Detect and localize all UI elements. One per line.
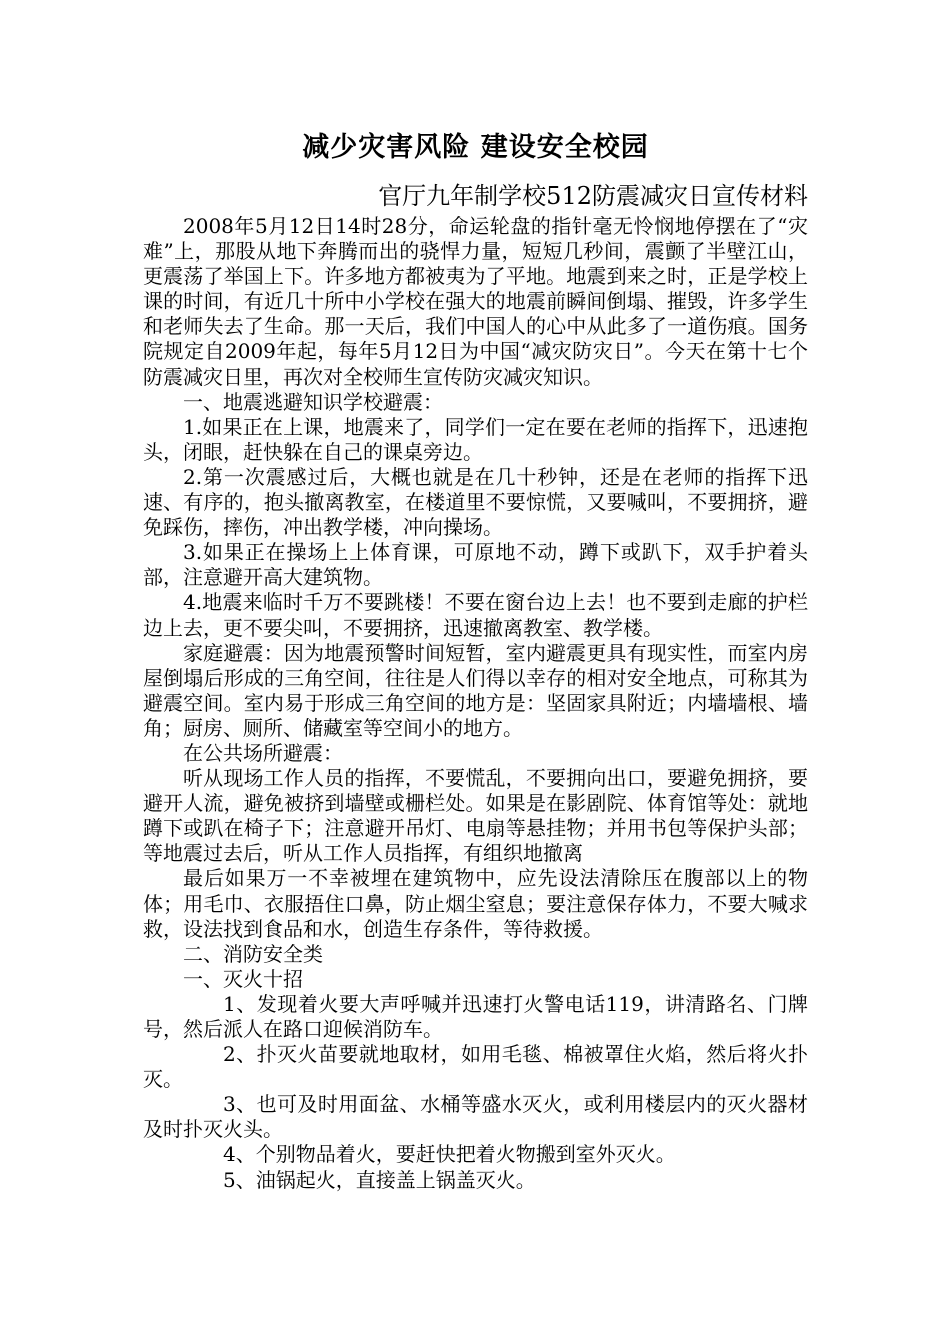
list-item: 5、油锅起火，直接盖上锅盖灭火。 xyxy=(223,1167,536,1192)
list-item: 3、也可及时用面盆、水桶等盛水灭火，或利用楼层内的灭火器材及时扑灭火头。 xyxy=(143,1092,808,1142)
paragraph: 最后如果万一不幸被埋在建筑物中，应先设法清除压在腹部以上的物体；用毛巾、衣服捂住口鼻，防止烟尘窒息；要注意保存体力，不要大喊求救，设法找到食品和水，创造生存条件，等待救援。 xyxy=(143,866,808,941)
paragraph: 1.如果正在上课，地震来了，同学们一定在要在老师的指挥下，迅速抱头，闭眼，赶快躲在自己的课桌旁边。 xyxy=(143,414,808,464)
section-heading: 一、灭火十招 xyxy=(183,966,303,991)
section-heading: 二、消防安全类 xyxy=(183,941,323,966)
section-heading: 一、地震逃避知识学校避震： xyxy=(183,389,443,414)
document-body xyxy=(143,214,808,1193)
paragraph: 4.地震来临时千万不要跳楼！不要在窗台边上去！也不要到走廊的护栏边上去，更不要尖叫，不要拥挤，迅速撤离教室、教学楼。 xyxy=(143,590,808,640)
document-title: 减少灾害风险 建设安全校园 xyxy=(302,132,649,163)
paragraph: 听从现场工作人员的指挥，不要慌乱，不要拥向出口，要避免拥挤，要避开人流，避免被挤到墙壁或栅栏处。如果是在影剧院、体育馆等处：就地蹲下或趴在椅子下；注意避开吊灯、电扇等悬挂物；并用书包等保护头部；等地震过去后，听从工作人员指挥，有组织地撤离 xyxy=(143,766,808,866)
document-subtitle: 官厅九年制学校512防震减灾日宣传材料 xyxy=(378,182,808,210)
list-item: 1、发现着火要大声呼喊并迅速打火警电话119，讲清路名、门牌号，然后派人在路口迎候消防车。 xyxy=(143,991,808,1041)
document-page xyxy=(143,128,808,1193)
paragraph: 2.第一次震感过后，大概也就是在几十秒钟，还是在老师的指挥下迅速、有序的，抱头撤离教室，在楼道里不要惊慌，又要喊叫，不要拥挤，避免踩伤，摔伤，冲出教学楼，冲向操场。 xyxy=(143,464,808,540)
paragraph: 家庭避震：因为地震预警时间短暂，室内避震更具有现实性，而室内房屋倒塌后形成的三角空间，往往是人们得以幸存的相对安全地点，可称其为避震空间。室内易于形成三角空间的地方是：坚固家具附近；内墙墙根、墙角；厨房、厕所、储藏室等空间小的地方。 xyxy=(143,640,808,740)
paragraph: 3.如果正在操场上上体育课，可原地不动，蹲下或趴下，双手护着头部，注意避开高大建筑物。 xyxy=(143,540,808,590)
paragraph: 2008年5月12日14时28分，命运轮盘的指针毫无怜悯地停摆在了“灾难”上，那股从地下奔腾而出的骁悍力量，短短几秒间，震颤了半壁江山，更震荡了举国上下。许多地方都被夷为了平地。地震到来之时，正是学校上课的时间，有近几十所中小学校在强大的地震前瞬间倒塌、摧毁，许多学生和老师失去了生命。那一天后，我们中国人的心中从此多了一道伤痕。国务院规定自2009年起，每年5月12日为中国“减灾防灾日”。今天在第十七个防震减灾日里，再次对全校师生宣传防灾减灾知识。 xyxy=(143,214,808,389)
section-heading: 在公共场所避震： xyxy=(183,740,343,765)
list-item: 2、扑灭火苗要就地取材，如用毛毯、棉被罩住火焰，然后将火扑灭。 xyxy=(143,1042,808,1092)
list-item: 4、个别物品着火，要赶快把着火物搬到室外灭火。 xyxy=(223,1142,676,1167)
